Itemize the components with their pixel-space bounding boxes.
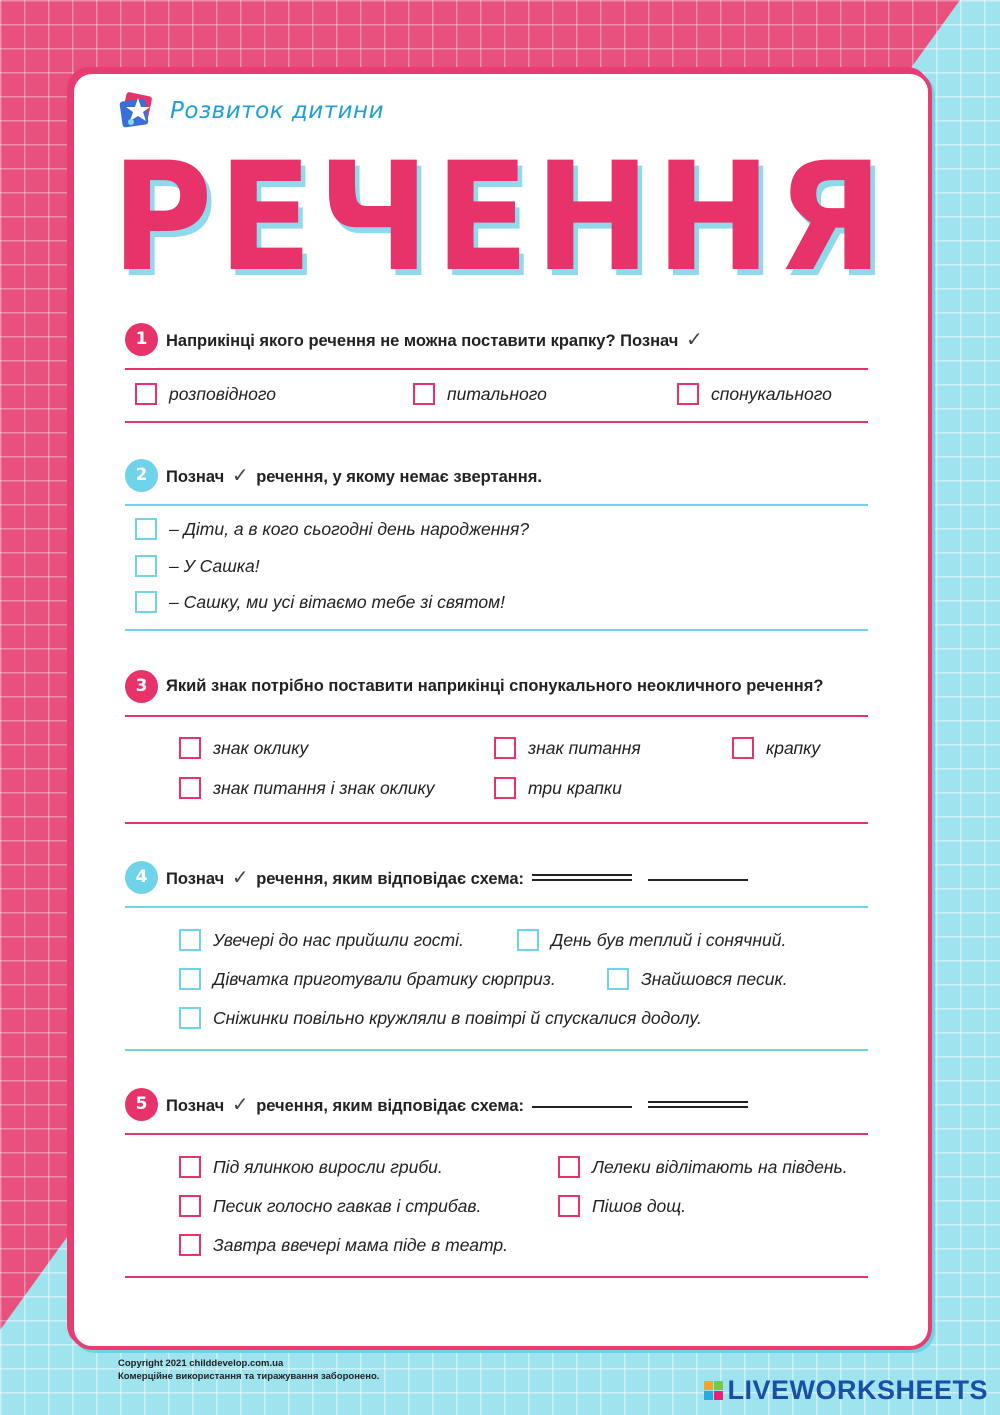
question-header — [125, 1087, 868, 1121]
option-checkbox[interactable]: крапку — [732, 737, 820, 759]
divider — [125, 1049, 868, 1051]
notice-text: Комерційне використання та тиражування заборонено. — [118, 1371, 380, 1382]
divider — [125, 629, 868, 631]
checkbox[interactable] — [179, 1234, 201, 1256]
checkbox[interactable] — [558, 1195, 580, 1217]
liveworksheets-logo-icon — [704, 1381, 723, 1400]
divider — [125, 421, 868, 423]
option-checkbox[interactable]: Завтра ввечері мама піде в театр. — [179, 1234, 508, 1256]
option-checkbox[interactable]: Знайшовся песик. — [607, 968, 788, 990]
check-mark-icon: ✓ — [685, 328, 703, 351]
brand-name: Розвиток дитини — [170, 98, 385, 124]
question-text: Наприкінці якого речення не можна поставити крапку? Познач ✓ — [166, 328, 703, 351]
option-checkbox[interactable]: знак оклику — [179, 737, 308, 759]
check-mark-icon: ✓ — [231, 1093, 249, 1116]
question-header — [125, 458, 868, 492]
option-checkbox[interactable]: – У Сашка! — [135, 555, 260, 577]
checkbox[interactable] — [179, 777, 201, 799]
option-checkbox[interactable]: Лелеки відлітають на південь. — [558, 1156, 848, 1178]
option-checkbox[interactable]: День був теплий і сонячний. — [517, 929, 786, 951]
question-3 — [125, 669, 868, 798]
checkbox[interactable] — [494, 737, 516, 759]
question-5 — [125, 1087, 868, 1255]
option-checkbox[interactable]: Увечері до нас прийшли гості. — [179, 929, 464, 951]
checkbox[interactable] — [135, 518, 157, 540]
divider — [125, 504, 868, 506]
checkbox[interactable] — [677, 383, 699, 405]
divider — [125, 1133, 868, 1135]
question-number: 1 — [125, 323, 158, 356]
option-checkbox[interactable]: Сніжинки повільно кружляли в повітрі й спускалися додолу. — [179, 1007, 702, 1029]
checkbox[interactable] — [179, 1195, 201, 1217]
checkbox[interactable] — [558, 1156, 580, 1178]
option-checkbox[interactable]: знак питання і знак оклику — [179, 777, 435, 799]
checkbox[interactable] — [179, 1007, 201, 1029]
check-mark-icon: ✓ — [231, 464, 249, 487]
option-checkbox[interactable]: – Сашку, ми усі вітаємо тебе зі святом! — [135, 591, 505, 613]
schema-double-line — [532, 874, 632, 881]
divider — [125, 715, 868, 717]
question-header — [125, 860, 868, 894]
question-number: 3 — [125, 670, 158, 703]
option-checkbox[interactable]: розповідного — [135, 383, 276, 405]
option-checkbox[interactable]: Пішов дощ. — [558, 1195, 686, 1217]
checkbox[interactable] — [135, 383, 157, 405]
page-title: РЕЧЕННЯ — [111, 131, 889, 305]
checkbox[interactable] — [179, 968, 201, 990]
question-2 — [125, 458, 868, 612]
checkbox[interactable] — [179, 929, 201, 951]
question-number: 4 — [125, 861, 158, 894]
schema-double-line — [648, 1101, 748, 1108]
liveworksheets-watermark[interactable] — [704, 1375, 988, 1406]
brand-logo — [118, 92, 384, 130]
checkbox[interactable] — [413, 383, 435, 405]
question-1 — [125, 322, 868, 404]
check-mark-icon: ✓ — [231, 866, 249, 889]
option-checkbox[interactable]: питального — [413, 383, 547, 405]
option-checkbox[interactable]: Дівчатка приготували братику сюрприз. — [179, 968, 556, 990]
question-text: Познач ✓ речення, яким відповідає схема: — [166, 1093, 524, 1116]
question-number: 5 — [125, 1088, 158, 1121]
checkbox[interactable] — [517, 929, 539, 951]
checkbox[interactable] — [179, 1156, 201, 1178]
liveworksheets-text: LIVEWORKSHEETS — [727, 1375, 988, 1405]
question-header — [125, 669, 868, 703]
question-text: Який знак потрібно поставити наприкінці спонукального неокличного речення? — [166, 676, 824, 695]
brand-star-icon — [118, 92, 156, 130]
question-text: Познач ✓ речення, яким відповідає схема: — [166, 866, 524, 889]
checkbox[interactable] — [135, 591, 157, 613]
checkbox[interactable] — [135, 555, 157, 577]
divider — [125, 906, 868, 908]
option-checkbox[interactable]: спонукального — [677, 383, 832, 405]
checkbox[interactable] — [732, 737, 754, 759]
option-checkbox[interactable]: три крапки — [494, 777, 622, 799]
divider — [125, 1276, 868, 1278]
schema-single-line — [532, 1100, 632, 1108]
checkbox[interactable] — [494, 777, 516, 799]
checkbox[interactable] — [607, 968, 629, 990]
option-checkbox[interactable]: – Діти, а в кого сьогодні день народження? — [135, 518, 529, 540]
option-checkbox[interactable]: Під ялинкою виросли гриби. — [179, 1156, 443, 1178]
option-checkbox[interactable]: Песик голосно гавкав і стрибав. — [179, 1195, 481, 1217]
checkbox[interactable] — [179, 737, 201, 759]
option-checkbox[interactable]: знак питання — [494, 737, 641, 759]
divider — [125, 368, 868, 370]
question-4 — [125, 860, 868, 1028]
footer — [118, 1357, 379, 1383]
copyright-text: Copyright 2021 childdevelop.com.ua — [118, 1358, 284, 1369]
question-header — [125, 322, 868, 356]
question-text: Познач ✓ речення, у якому немає звертання. — [166, 464, 542, 487]
schema-single-line — [648, 873, 748, 881]
question-number: 2 — [125, 459, 158, 492]
divider — [125, 822, 868, 824]
